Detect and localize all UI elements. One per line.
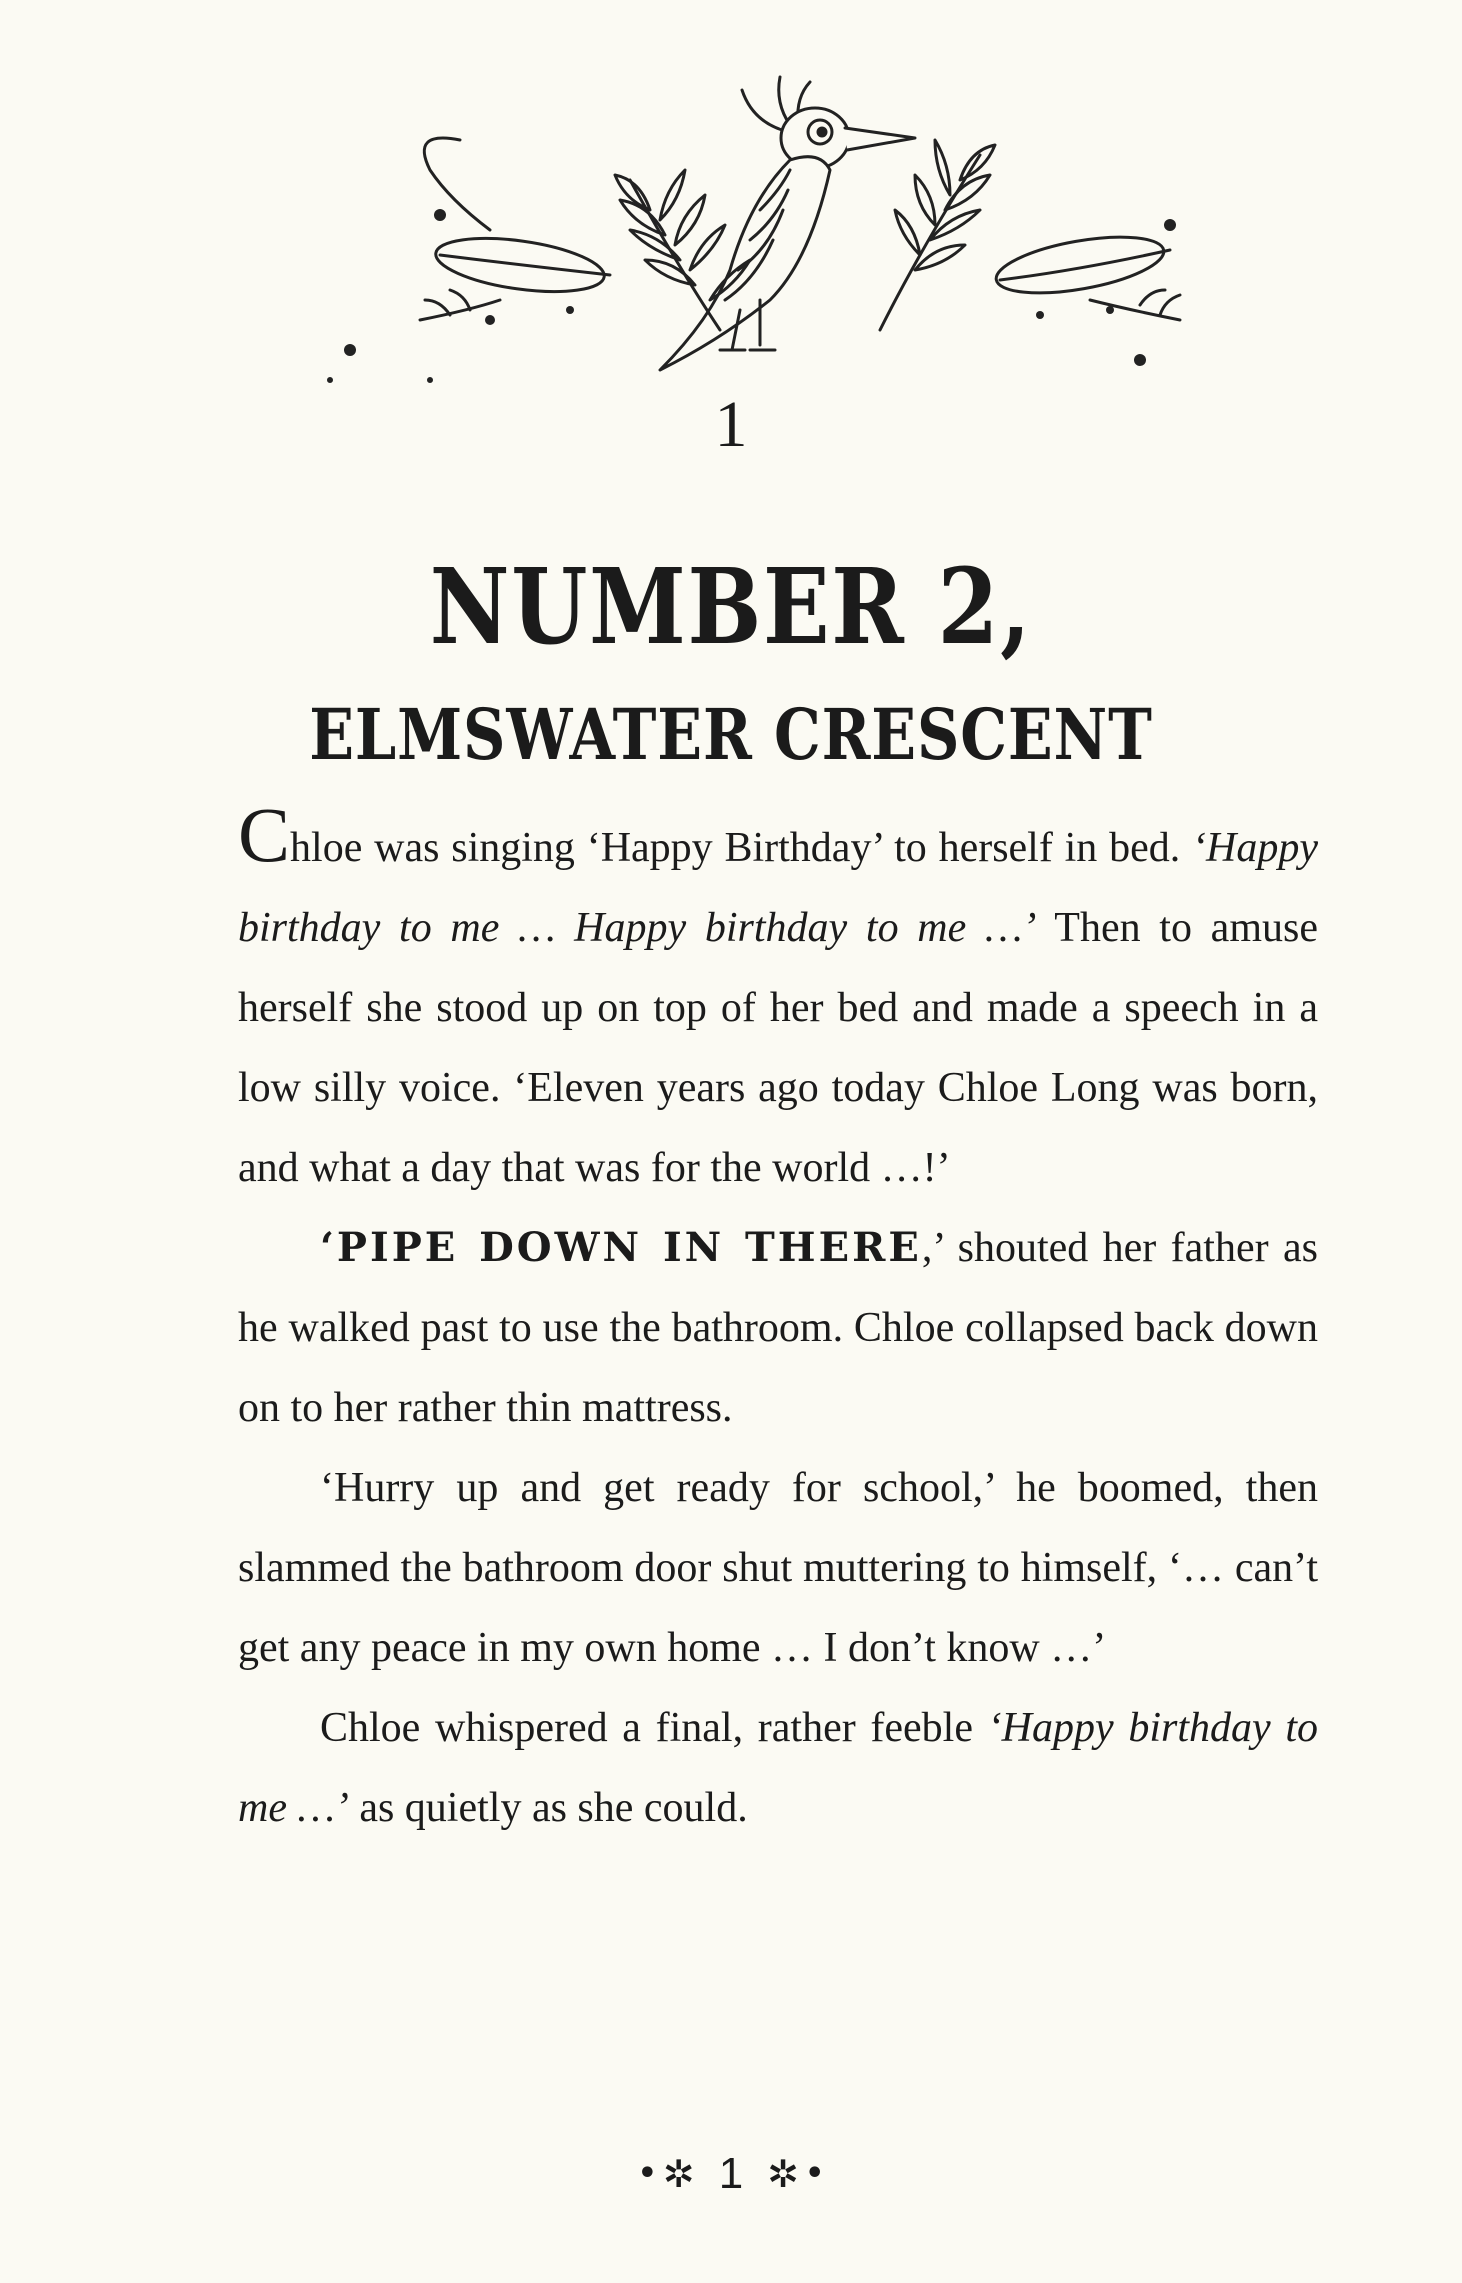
leaf-branch-icon bbox=[420, 138, 750, 330]
paragraph-text: ‘Hurry up and get ready for school,’ he boomed, then slammed the bathroom door shut muttering to himself, ‘… can’t get any peace in my own home … I don’t know …’ bbox=[238, 1465, 1318, 1671]
paragraph-italic: ‘Happy birthday to me …’ bbox=[238, 1705, 1318, 1831]
shouted-text: ‘PIPE DOWN IN THERE bbox=[320, 1224, 922, 1271]
dot-icon: • bbox=[805, 2156, 825, 2191]
chapter-ornament bbox=[320, 60, 1220, 420]
paragraph bbox=[238, 791, 1318, 1208]
page-number: 1 bbox=[718, 2149, 744, 2198]
paragraph-text: ,’ shouted her father as he walked past to use the bathroom. Chloe collapsed back down on to her rather thin mattress. bbox=[238, 1225, 1318, 1431]
paragraph-text: as quietly as she could. bbox=[348, 1785, 748, 1831]
leaf-branch-icon bbox=[880, 140, 1180, 330]
paragraph bbox=[238, 1688, 1318, 1848]
paragraph-text: hloe was singing ‘Happy Birthday’ to herself in bed. bbox=[290, 825, 1193, 871]
paragraph bbox=[238, 1448, 1318, 1688]
chapter-title: NUMBER 2, bbox=[429, 545, 1033, 668]
page-folio bbox=[0, 2150, 1462, 2196]
bird-icon bbox=[660, 77, 915, 370]
gear-star-icon: ✲ bbox=[767, 2152, 800, 2196]
drop-cap: C bbox=[238, 791, 291, 878]
paragraph-text: Then to amuse herself she stood up on top of her bed and made a speech in a low silly voice. ‘Eleven years ago today Chloe Long was born, and what a day that was for the world …!’ bbox=[238, 905, 1318, 1191]
dot-icon: • bbox=[637, 2156, 657, 2191]
chapter-number: 1 bbox=[714, 388, 748, 461]
gear-star-icon: ✲ bbox=[662, 2152, 695, 2196]
chapter-body bbox=[238, 791, 1318, 1848]
paragraph-italic: ‘Happy birthday to me … Happy birthday to me …’ bbox=[238, 825, 1318, 951]
paragraph bbox=[238, 1208, 1318, 1448]
paragraph-text: Chloe whispered a final, rather feeble bbox=[320, 1705, 988, 1751]
chapter-subtitle: ELMSWATER CRESCENT bbox=[309, 693, 1153, 776]
